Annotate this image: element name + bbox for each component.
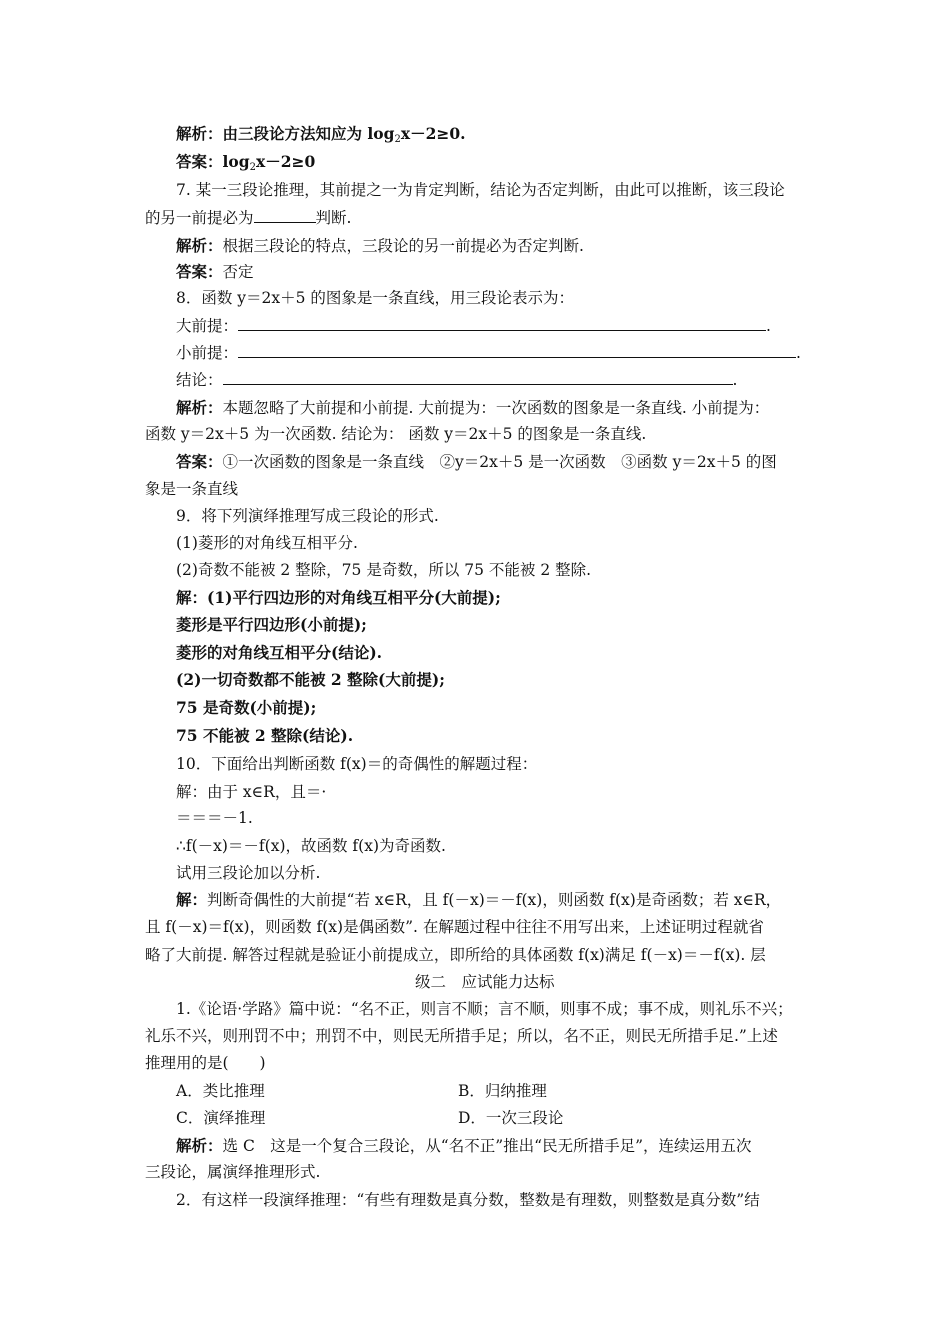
solution-line: (2)一切奇数都不能被 2 整除(大前提); — [176, 670, 445, 689]
answer-blank — [223, 370, 733, 385]
question-9-part-1: (1)菱形的对角线互相平分. — [176, 534, 358, 552]
problem-2: 2．有这样一段演绎推理：“有些有理数是真分数，整数是有理数，则整数是真分数”结 — [176, 1191, 760, 1209]
option-c: C．演绎推理 — [176, 1109, 266, 1127]
solution-line: 菱形是平行四边形(小前提); — [176, 615, 367, 634]
solution-line: 解析：选 C 这是一个复合三段论，从“名不正”推出“民无所措手足”，连续运用五次 — [176, 1136, 752, 1155]
question-9: 9．将下列演绎推理写成三段论的形式. — [176, 507, 439, 525]
question-7: 7. 某一三段论推理，其前提之一为肯定判断，结论为否定判断，由此可以推断，该三段论 — [176, 181, 785, 199]
solution-label: 解析： — [176, 124, 223, 143]
answer-line: 答案：$\log_2x-2\ge 0$ — [176, 152, 316, 173]
question-10-line: 试用三段论加以分析. — [176, 864, 321, 882]
question-7-cont: 的另一前提必为 判断. — [145, 209, 352, 227]
option-d: D．一次三段论 — [458, 1109, 564, 1127]
option-a: A．类比推理 — [176, 1082, 265, 1100]
problem-1-cont: 推理用的是( ) — [145, 1054, 266, 1072]
major-premise-line: 大前提： . — [176, 317, 771, 335]
question-10-line: 解：由于 x∈R，且＝· — [176, 783, 327, 801]
question-9-part-2: (2)奇数不能被 2 整除，75 是奇数，所以 75 不能被 2 整除. — [176, 561, 592, 579]
option-b: B．归纳推理 — [458, 1082, 547, 1100]
solution-line: 解：(1)平行四边形的对角线互相平分(大前提); — [176, 588, 501, 607]
solution-line: 解析：根据三段论的特点，三段论的另一前提必为否定判断. — [176, 236, 584, 255]
problem-1: 1.《论语·学路》篇中说：“名不正，则言不顺；言不顺，则事不成；事不成，则礼乐不兴； — [176, 1000, 793, 1018]
answer-blank — [238, 343, 796, 358]
question-8: 8．函数 y＝2x＋5 的图象是一条直线，用三段论表示为： — [176, 289, 574, 307]
answer-line: 答案：否定 — [176, 262, 254, 281]
question-10-line: ∴f(－x)＝－f(x)，故函数 f(x)为奇函数. — [176, 837, 446, 855]
answer-line-cont: 象是一条直线 — [145, 480, 239, 498]
solution-line: 菱形的对角线互相平分(结论). — [176, 643, 383, 662]
minor-premise-line: 小前提： . — [176, 344, 801, 362]
conclusion-line: 结论： . — [176, 371, 738, 389]
solution-line: 解析：本题忽略了大前提和小前提. 大前提为：一次函数的图象是一条直线. 小前提为： — [176, 398, 770, 417]
solution-line: 75 不能被 2 整除(结论). — [176, 726, 354, 745]
solution-line: 解析：由三段论方法知应为 $\log_2x-2\ge 0$. — [176, 124, 466, 145]
question-10: 10．下面给出判断函数 f(x)＝的奇偶性的解题过程： — [176, 755, 538, 773]
solution-line: 解：判断奇偶性的大前提“若 x∈R，且 f(－x)＝－f(x)，则函数 f(x)是奇函数；若 x∈R， — [176, 890, 782, 909]
answer-line: 答案：①一次函数的图象是一条直线 ②y＝2x＋5 是一次函数 ③函数 y＝2x＋5 的图 — [176, 452, 777, 471]
solution-line-cont: 略了大前提. 解答过程就是验证小前提成立，即所给的具体函数 f(x)满足 f(－x)＝－f(x). 层 — [145, 946, 766, 964]
answer-blank — [254, 208, 316, 223]
answer-blank — [238, 316, 766, 331]
section-heading: 级二 应试能力达标 — [415, 973, 555, 991]
question-10-line: ＝＝＝－1. — [176, 809, 253, 827]
solution-line-cont: 三段论，属演绎推理形式. — [145, 1163, 321, 1181]
solution-line-cont: 函数 y＝2x＋5 为一次函数. 结论为： 函数 y＝2x＋5 的图象是一条直线. — [145, 425, 647, 443]
solution-line-cont: 且 f(－x)＝f(x)，则函数 f(x)是偶函数”. 在解题过程中往往不用写出来，上述证明过程就省 — [145, 918, 764, 936]
answer-label: 答案： — [176, 152, 223, 171]
problem-1-cont: 礼乐不兴，则刑罚不中；刑罚不中，则民无所措手足；所以，名不正，则民无所措手足.”上述 — [145, 1027, 778, 1045]
solution-line: 75 是奇数(小前提); — [176, 698, 317, 717]
